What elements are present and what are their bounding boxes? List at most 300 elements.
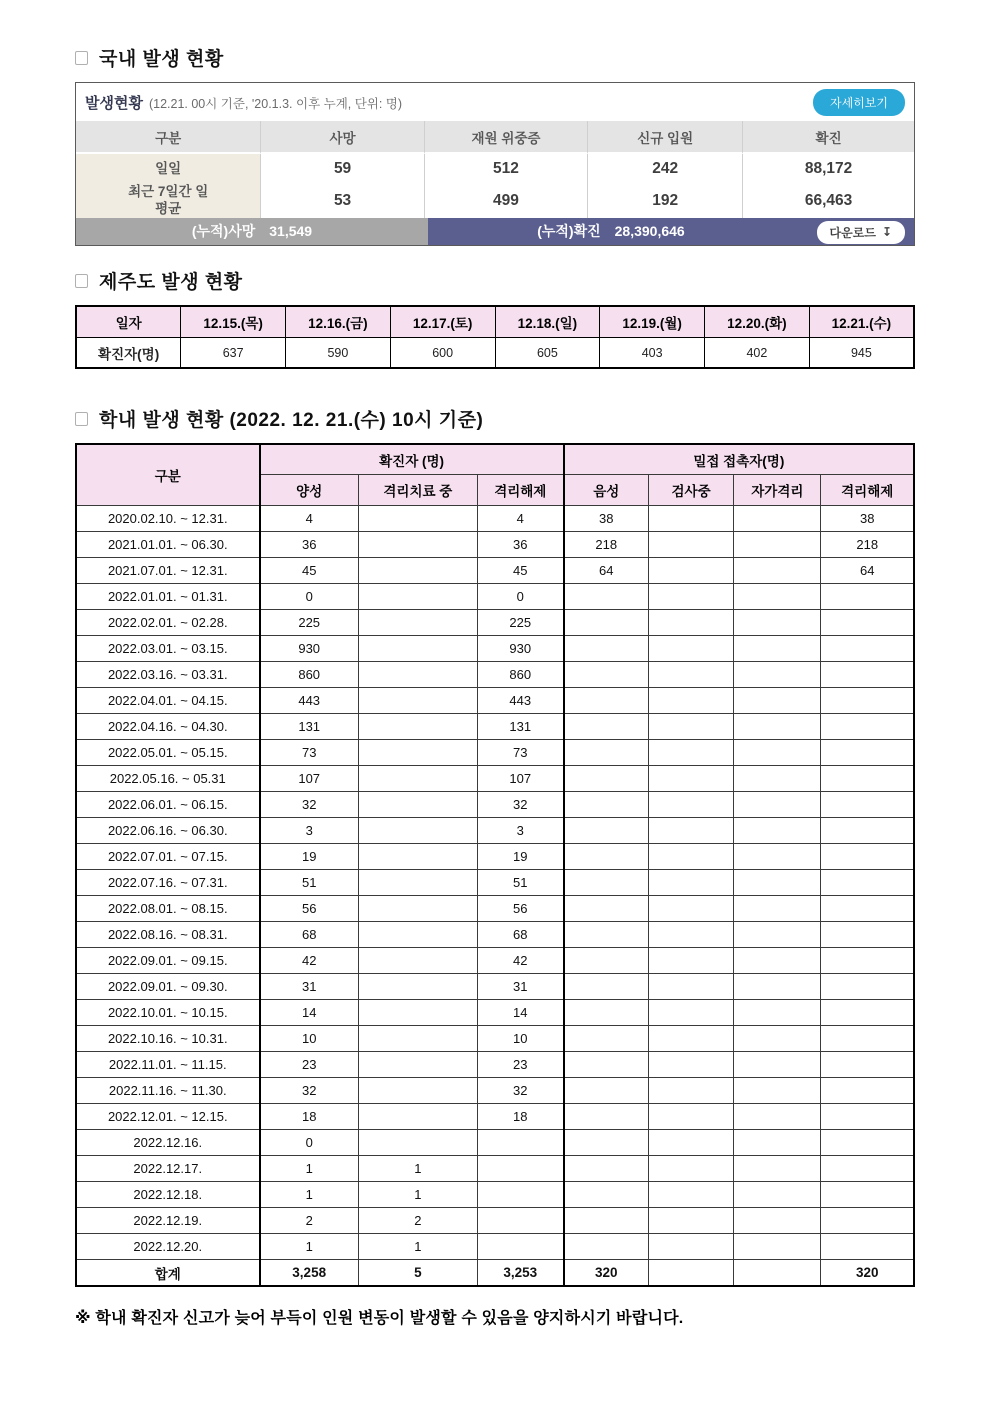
campus-cell-testing — [648, 662, 733, 688]
footnote: ※ 학내 확진자 신고가 늦어 부득이 인원 변동이 발생할 수 있음을 양지하시기 바랍니다. — [75, 1309, 684, 1327]
campus-cell-released2 — [821, 714, 914, 740]
campus-cell-in-treatment — [358, 948, 477, 974]
campus-row-period: 2022.08.16. ~ 08.31. — [76, 922, 260, 948]
campus-cell-negative — [564, 688, 649, 714]
campus-cell-in-treatment — [358, 870, 477, 896]
campus-data-row — [76, 896, 914, 922]
col-severe: 재원 위중증 — [424, 121, 587, 154]
campus-cell-released1: 56 — [477, 896, 563, 922]
campus-cell-released1: 3,253 — [477, 1260, 563, 1286]
campus-cell-testing — [648, 1260, 733, 1286]
section-title-campus-label: 학내 발생 현황 (2022. 12. 21.(수) 10시 기준) — [99, 409, 484, 431]
domestic-daily-row — [76, 154, 914, 184]
campus-row-period: 2022.06.01. ~ 06.15. — [76, 792, 260, 818]
campus-cell-negative — [564, 870, 649, 896]
campus-data-row — [76, 1208, 914, 1234]
campus-cell-released2 — [821, 1234, 914, 1260]
campus-row-period: 2022.12.20. — [76, 1234, 260, 1260]
campus-cell-testing — [648, 740, 733, 766]
campus-cell-in-treatment — [358, 558, 477, 584]
daily-confirmed: 88,172 — [742, 154, 914, 184]
campus-cell-self-quarantine — [734, 740, 821, 766]
campus-cell-released2 — [821, 662, 914, 688]
col-confirmed: 확진 — [742, 121, 914, 154]
campus-row-period: 2022.12.01. ~ 12.15. — [76, 1104, 260, 1130]
campus-row-period: 2022.06.16. ~ 06.30. — [76, 818, 260, 844]
campus-cell-self-quarantine — [734, 922, 821, 948]
campus-data-row — [76, 844, 914, 870]
jeju-row-label: 확진자(명) — [76, 338, 181, 368]
campus-row-period: 2022.09.01. ~ 09.15. — [76, 948, 260, 974]
campus-cell-released1: 51 — [477, 870, 563, 896]
campus-cell-released2 — [821, 1208, 914, 1234]
campus-cell-self-quarantine — [734, 974, 821, 1000]
campus-cell-self-quarantine — [734, 1260, 821, 1286]
campus-cell-testing — [648, 922, 733, 948]
domestic-box-subtitle: (12.21. 00시 기준, '20.1.3. 이후 누계, 단위: 명) — [148, 96, 403, 111]
campus-cell-positive: 1 — [260, 1182, 359, 1208]
campus-data-row — [76, 1234, 914, 1260]
campus-cell-positive: 3,258 — [260, 1260, 359, 1286]
campus-cell-positive: 4 — [260, 506, 359, 532]
campus-cell-in-treatment — [358, 1078, 477, 1104]
domestic-7day-row — [76, 184, 914, 218]
campus-col-released2: 격리해제 — [821, 475, 914, 506]
campus-row-period: 2022.03.01. ~ 03.15. — [76, 636, 260, 662]
col-death: 사망 — [260, 121, 423, 154]
campus-col-gubun: 구분 — [76, 444, 260, 506]
campus-cell-positive: 3 — [260, 818, 359, 844]
campus-data-row — [76, 636, 914, 662]
campus-cell-testing — [648, 714, 733, 740]
campus-cell-self-quarantine — [734, 610, 821, 636]
campus-cell-self-quarantine — [734, 1000, 821, 1026]
campus-cell-released1: 36 — [477, 532, 563, 558]
campus-cell-testing — [648, 870, 733, 896]
campus-data-row — [76, 532, 914, 558]
campus-data-row — [76, 558, 914, 584]
campus-cell-released2 — [821, 1052, 914, 1078]
campus-cell-negative: 320 — [564, 1260, 649, 1286]
campus-cell-in-treatment — [358, 636, 477, 662]
jeju-header-row — [76, 306, 914, 338]
campus-cell-released1: 42 — [477, 948, 563, 974]
campus-cell-negative — [564, 792, 649, 818]
campus-data-row — [76, 584, 914, 610]
campus-cell-positive: 1 — [260, 1234, 359, 1260]
avg7-admitted: 192 — [587, 184, 742, 218]
campus-cell-self-quarantine — [734, 558, 821, 584]
avg7-severe: 499 — [424, 184, 587, 218]
campus-data-row — [76, 870, 914, 896]
jeju-col-5: 12.19.(월) — [600, 306, 705, 338]
campus-cell-testing — [648, 1026, 733, 1052]
campus-cell-testing — [648, 532, 733, 558]
campus-cell-negative — [564, 896, 649, 922]
campus-group-contacts: 밀접 접촉자(명) — [564, 444, 914, 475]
campus-cell-self-quarantine — [734, 1156, 821, 1182]
campus-cell-negative — [564, 1104, 649, 1130]
campus-row-period: 2022.05.16. ~ 05.31 — [76, 766, 260, 792]
campus-cell-released2 — [821, 766, 914, 792]
campus-data-row — [76, 922, 914, 948]
campus-cell-testing — [648, 1130, 733, 1156]
campus-cell-self-quarantine — [734, 1130, 821, 1156]
campus-row-period: 2021.01.01. ~ 06.30. — [76, 532, 260, 558]
campus-cell-in-treatment: 1 — [358, 1182, 477, 1208]
domestic-footer — [76, 218, 914, 245]
campus-cell-testing — [648, 1000, 733, 1026]
campus-cell-in-treatment: 5 — [358, 1260, 477, 1286]
daily-label: 일일 — [155, 160, 182, 176]
campus-cell-released1: 930 — [477, 636, 563, 662]
campus-cell-negative — [564, 610, 649, 636]
domestic-box-title: 발생현황 — [85, 95, 143, 112]
campus-cell-positive: 51 — [260, 870, 359, 896]
campus-cell-testing — [648, 636, 733, 662]
campus-cell-self-quarantine — [734, 636, 821, 662]
campus-data-row — [76, 766, 914, 792]
section-title-jeju-label: 제주도 발생 현황 — [99, 271, 243, 293]
campus-cell-testing — [648, 610, 733, 636]
campus-row-period: 2022.10.01. ~ 10.15. — [76, 1000, 260, 1026]
campus-cell-in-treatment — [358, 1026, 477, 1052]
campus-col-positive: 양성 — [260, 475, 359, 506]
campus-data-row — [76, 1182, 914, 1208]
campus-cell-self-quarantine — [734, 506, 821, 532]
campus-data-row — [76, 1052, 914, 1078]
campus-row-period: 2022.12.17. — [76, 1156, 260, 1182]
campus-cell-negative — [564, 662, 649, 688]
campus-cell-self-quarantine — [734, 662, 821, 688]
campus-cell-released1: 0 — [477, 584, 563, 610]
campus-cell-testing — [648, 896, 733, 922]
campus-cell-released2 — [821, 1130, 914, 1156]
campus-cell-released2 — [821, 610, 914, 636]
campus-row-period: 합계 — [76, 1260, 260, 1286]
campus-cell-positive: 10 — [260, 1026, 359, 1052]
campus-group-header-row — [76, 444, 914, 475]
campus-cell-negative — [564, 766, 649, 792]
campus-data-row — [76, 740, 914, 766]
campus-row-period: 2022.11.16. ~ 11.30. — [76, 1078, 260, 1104]
download-button[interactable] — [817, 221, 905, 244]
campus-group-confirmed: 확진자 (명) — [260, 444, 564, 475]
campus-cell-self-quarantine — [734, 714, 821, 740]
jeju-val-3: 600 — [390, 338, 495, 368]
campus-cell-negative — [564, 1078, 649, 1104]
campus-cell-positive: 45 — [260, 558, 359, 584]
avg7-death: 53 — [260, 184, 423, 218]
campus-row-period: 2022.04.16. ~ 04.30. — [76, 714, 260, 740]
cumulative-confirmed-label: (누적)확진 — [537, 223, 601, 240]
campus-cell-positive: 107 — [260, 766, 359, 792]
campus-data-row — [76, 662, 914, 688]
campus-cell-released1: 32 — [477, 792, 563, 818]
campus-cell-self-quarantine — [734, 532, 821, 558]
download-button-label: 다운로드 — [829, 225, 876, 240]
campus-cell-in-treatment — [358, 610, 477, 636]
campus-cell-self-quarantine — [734, 1026, 821, 1052]
campus-cell-negative — [564, 636, 649, 662]
campus-data-row — [76, 714, 914, 740]
campus-data-row — [76, 1026, 914, 1052]
campus-cell-in-treatment — [358, 740, 477, 766]
campus-cell-positive: 31 — [260, 974, 359, 1000]
campus-cell-released2 — [821, 948, 914, 974]
jeju-data-row — [76, 338, 914, 368]
campus-cell-positive: 73 — [260, 740, 359, 766]
domestic-box-header — [76, 83, 914, 121]
section-title-jeju — [75, 267, 915, 294]
campus-cell-testing — [648, 792, 733, 818]
campus-cell-released2 — [821, 1026, 914, 1052]
campus-cell-negative — [564, 740, 649, 766]
avg7-confirmed: 66,463 — [742, 184, 914, 218]
campus-cell-released1: 23 — [477, 1052, 563, 1078]
campus-cell-self-quarantine — [734, 792, 821, 818]
campus-cell-negative — [564, 974, 649, 1000]
campus-cell-released2 — [821, 584, 914, 610]
campus-cell-released2 — [821, 1182, 914, 1208]
campus-cell-self-quarantine — [734, 1078, 821, 1104]
campus-cell-positive: 930 — [260, 636, 359, 662]
campus-cell-negative — [564, 1234, 649, 1260]
campus-cell-testing — [648, 948, 733, 974]
campus-cell-released1: 3 — [477, 818, 563, 844]
campus-cell-negative — [564, 1156, 649, 1182]
campus-cell-released1 — [477, 1208, 563, 1234]
campus-cell-testing — [648, 1104, 733, 1130]
campus-cell-negative — [564, 818, 649, 844]
campus-cell-released1: 73 — [477, 740, 563, 766]
jeju-val-4: 605 — [495, 338, 600, 368]
campus-cell-negative — [564, 948, 649, 974]
campus-cell-released2 — [821, 1104, 914, 1130]
campus-cell-positive: 32 — [260, 792, 359, 818]
campus-data-row — [76, 1130, 914, 1156]
campus-cell-in-treatment — [358, 714, 477, 740]
campus-cell-testing — [648, 1182, 733, 1208]
download-icon: ↧ — [881, 225, 892, 240]
campus-cell-released2 — [821, 636, 914, 662]
campus-cell-self-quarantine — [734, 584, 821, 610]
domestic-header-row — [76, 121, 914, 154]
campus-cell-self-quarantine — [734, 844, 821, 870]
detail-view-button[interactable]: 자세히보기 — [813, 89, 905, 116]
campus-cell-in-treatment: 2 — [358, 1208, 477, 1234]
campus-cell-released2 — [821, 922, 914, 948]
campus-cell-positive: 443 — [260, 688, 359, 714]
campus-data-row — [76, 948, 914, 974]
campus-data-row — [76, 792, 914, 818]
campus-cell-positive: 14 — [260, 1000, 359, 1026]
campus-cell-negative: 64 — [564, 558, 649, 584]
campus-cell-released1: 19 — [477, 844, 563, 870]
campus-col-in-treatment: 격리치료 중 — [358, 475, 477, 506]
checkbox-icon — [75, 274, 88, 288]
campus-cell-released2 — [821, 896, 914, 922]
campus-row-period: 2022.07.16. ~ 07.31. — [76, 870, 260, 896]
campus-cell-negative — [564, 584, 649, 610]
checkbox-icon — [75, 51, 88, 65]
campus-table — [75, 443, 915, 1287]
campus-cell-testing — [648, 844, 733, 870]
campus-cell-negative — [564, 1130, 649, 1156]
campus-row-period: 2022.10.16. ~ 10.31. — [76, 1026, 260, 1052]
campus-cell-positive: 0 — [260, 1130, 359, 1156]
cumulative-death-value: 31,549 — [269, 223, 313, 240]
campus-cell-self-quarantine — [734, 1234, 821, 1260]
campus-cell-released2 — [821, 974, 914, 1000]
jeju-col-1: 12.15.(목) — [181, 306, 286, 338]
avg7-label: 최근 7일간 일평균 — [128, 184, 209, 216]
jeju-val-7: 945 — [809, 338, 914, 368]
campus-cell-negative: 38 — [564, 506, 649, 532]
campus-cell-self-quarantine — [734, 1208, 821, 1234]
cumulative-confirmed-value: 28,390,646 — [614, 223, 685, 240]
campus-cell-positive: 36 — [260, 532, 359, 558]
campus-cell-self-quarantine — [734, 766, 821, 792]
campus-cell-testing — [648, 1052, 733, 1078]
campus-cell-testing — [648, 1234, 733, 1260]
campus-col-released1: 격리해제 — [477, 475, 563, 506]
campus-col-negative: 음성 — [564, 475, 649, 506]
campus-cell-released1: 45 — [477, 558, 563, 584]
campus-cell-positive: 0 — [260, 584, 359, 610]
campus-cell-in-treatment — [358, 506, 477, 532]
campus-data-row — [76, 1156, 914, 1182]
jeju-col-4: 12.18.(일) — [495, 306, 600, 338]
cumulative-death — [76, 218, 428, 245]
checkbox-icon — [75, 412, 88, 426]
campus-cell-in-treatment — [358, 792, 477, 818]
campus-cell-negative — [564, 1208, 649, 1234]
jeju-val-5: 403 — [600, 338, 705, 368]
campus-data-row — [76, 1000, 914, 1026]
campus-cell-positive: 68 — [260, 922, 359, 948]
campus-cell-released2 — [821, 818, 914, 844]
col-admitted: 신규 입원 — [587, 121, 742, 154]
campus-cell-released2 — [821, 740, 914, 766]
campus-row-period: 2020.02.10. ~ 12.31. — [76, 506, 260, 532]
campus-cell-self-quarantine — [734, 1182, 821, 1208]
campus-cell-testing — [648, 584, 733, 610]
jeju-val-2: 590 — [286, 338, 391, 368]
campus-cell-positive: 131 — [260, 714, 359, 740]
campus-col-self-quarantine: 자가격리 — [734, 475, 821, 506]
campus-row-period: 2022.12.19. — [76, 1208, 260, 1234]
jeju-col-2: 12.16.(금) — [286, 306, 391, 338]
jeju-col-3: 12.17.(토) — [390, 306, 495, 338]
cumulative-confirmed — [428, 218, 914, 245]
campus-cell-released1 — [477, 1156, 563, 1182]
campus-cell-in-treatment — [358, 532, 477, 558]
campus-data-row — [76, 1260, 914, 1286]
campus-cell-released2 — [821, 1156, 914, 1182]
campus-cell-released2 — [821, 1000, 914, 1026]
campus-cell-released1 — [477, 1130, 563, 1156]
campus-cell-negative — [564, 1052, 649, 1078]
daily-death: 59 — [260, 154, 423, 184]
campus-cell-in-treatment — [358, 766, 477, 792]
campus-cell-released2: 64 — [821, 558, 914, 584]
campus-cell-positive: 32 — [260, 1078, 359, 1104]
campus-row-period: 2022.12.16. — [76, 1130, 260, 1156]
campus-cell-self-quarantine — [734, 896, 821, 922]
campus-cell-released1: 14 — [477, 1000, 563, 1026]
campus-cell-in-treatment: 1 — [358, 1234, 477, 1260]
campus-cell-self-quarantine — [734, 948, 821, 974]
campus-cell-self-quarantine — [734, 688, 821, 714]
campus-cell-released2 — [821, 688, 914, 714]
campus-cell-in-treatment — [358, 1104, 477, 1130]
col-gubun: 구분 — [76, 121, 260, 154]
campus-cell-positive: 1 — [260, 1156, 359, 1182]
campus-cell-released2: 218 — [821, 532, 914, 558]
campus-cell-positive: 18 — [260, 1104, 359, 1130]
campus-data-row — [76, 610, 914, 636]
jeju-table — [75, 305, 915, 369]
campus-cell-in-treatment: 1 — [358, 1156, 477, 1182]
campus-cell-in-treatment — [358, 974, 477, 1000]
section-title-domestic-label: 국내 발생 현황 — [99, 49, 224, 70]
campus-cell-in-treatment — [358, 818, 477, 844]
campus-cell-released1: 4 — [477, 506, 563, 532]
campus-cell-negative — [564, 922, 649, 948]
campus-cell-in-treatment — [358, 922, 477, 948]
campus-cell-released2: 320 — [821, 1260, 914, 1286]
campus-row-period: 2022.09.01. ~ 09.30. — [76, 974, 260, 1000]
section-title-domestic — [75, 44, 915, 71]
section-title-campus — [75, 405, 915, 432]
campus-cell-positive: 56 — [260, 896, 359, 922]
campus-cell-testing — [648, 688, 733, 714]
campus-cell-testing — [648, 1078, 733, 1104]
campus-cell-testing — [648, 1208, 733, 1234]
campus-cell-released1: 225 — [477, 610, 563, 636]
campus-cell-released2 — [821, 870, 914, 896]
campus-cell-self-quarantine — [734, 1104, 821, 1130]
campus-cell-negative — [564, 1182, 649, 1208]
campus-cell-released1: 68 — [477, 922, 563, 948]
campus-data-row — [76, 974, 914, 1000]
jeju-col-7: 12.21.(수) — [809, 306, 914, 338]
campus-cell-testing — [648, 1156, 733, 1182]
campus-cell-positive: 225 — [260, 610, 359, 636]
daily-admitted: 242 — [587, 154, 742, 184]
campus-data-row — [76, 1078, 914, 1104]
campus-cell-negative — [564, 844, 649, 870]
campus-row-period: 2022.04.01. ~ 04.15. — [76, 688, 260, 714]
campus-cell-released1: 107 — [477, 766, 563, 792]
campus-row-period: 2022.11.01. ~ 11.15. — [76, 1052, 260, 1078]
campus-cell-released2 — [821, 844, 914, 870]
domestic-status-box — [75, 82, 915, 246]
campus-cell-released1: 443 — [477, 688, 563, 714]
daily-severe: 512 — [424, 154, 587, 184]
campus-row-period: 2022.02.01. ~ 02.28. — [76, 610, 260, 636]
campus-cell-released1 — [477, 1234, 563, 1260]
campus-cell-in-treatment — [358, 1052, 477, 1078]
campus-cell-in-treatment — [358, 584, 477, 610]
campus-row-period: 2022.05.01. ~ 05.15. — [76, 740, 260, 766]
campus-cell-released1: 860 — [477, 662, 563, 688]
campus-cell-released1: 18 — [477, 1104, 563, 1130]
campus-cell-negative — [564, 1000, 649, 1026]
campus-cell-positive: 860 — [260, 662, 359, 688]
campus-row-period: 2022.01.01. ~ 01.31. — [76, 584, 260, 610]
